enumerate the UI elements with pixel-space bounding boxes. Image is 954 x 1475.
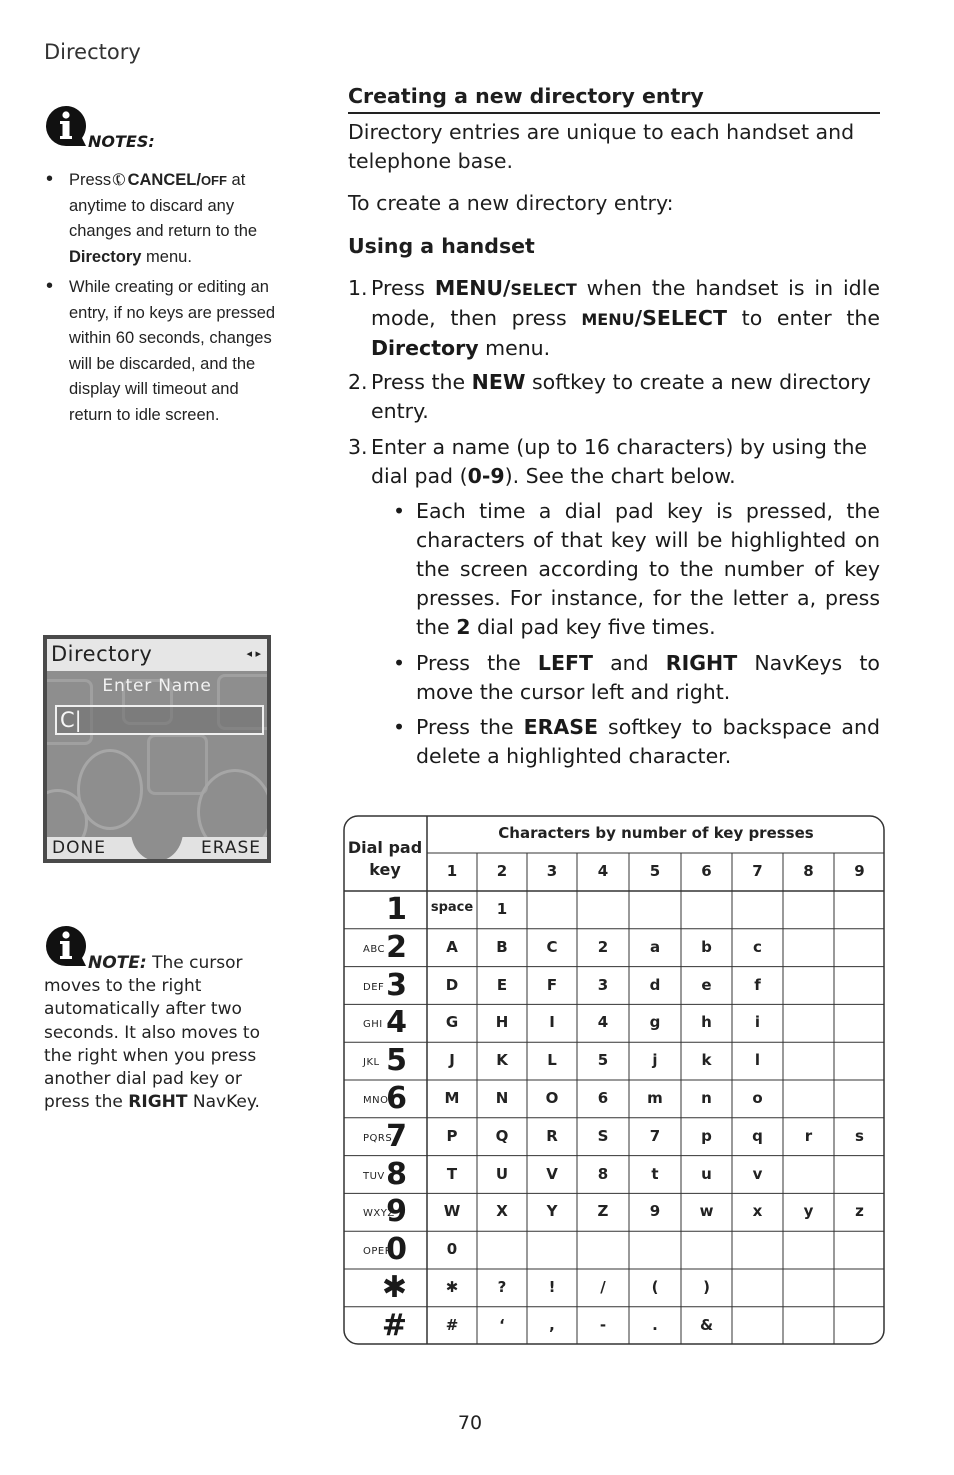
- table-cell: G: [445, 1013, 459, 1032]
- table-cell: V: [546, 1164, 558, 1183]
- dial-key-letters: ABC: [363, 943, 386, 955]
- dial-key: 4: [386, 1005, 407, 1041]
- press-count-header: 9: [854, 862, 865, 880]
- dial-key: 3: [386, 967, 407, 1003]
- step-2: [348, 368, 880, 426]
- corner-label: Dial pad key: [347, 838, 423, 879]
- table-cell: A: [446, 937, 458, 956]
- table-cell: J: [449, 1051, 455, 1070]
- table-cell: v: [752, 1164, 763, 1183]
- table-cell: 9: [649, 1202, 661, 1221]
- table-cell: f: [754, 975, 761, 994]
- table-grid: [343, 815, 885, 1345]
- table-cell: ): [703, 1278, 710, 1296]
- dial-key: 6: [386, 1081, 407, 1116]
- screen-prompt: Enter Name: [102, 676, 212, 696]
- table-cell: h: [701, 1013, 712, 1032]
- select-key-label: SELECT: [510, 280, 577, 299]
- character-table: [343, 815, 885, 1345]
- table-cell: y: [803, 1202, 814, 1221]
- step-text: when the handset is in idle mode, then press: [371, 276, 880, 330]
- table-cell: T: [446, 1164, 458, 1183]
- left-key-label: LEFT: [537, 651, 593, 675]
- dial-key: 5: [386, 1043, 407, 1079]
- table-cell: ‘: [499, 1315, 505, 1334]
- table-cell: ?: [497, 1278, 507, 1296]
- handset-screen: [43, 635, 271, 863]
- table-cell: u: [701, 1164, 712, 1183]
- table-cell: L: [547, 1051, 557, 1070]
- table-cell: n: [701, 1089, 712, 1107]
- menu-name: Directory: [69, 247, 142, 266]
- table-cell: X: [496, 1202, 508, 1221]
- cursor-note: [44, 952, 276, 1114]
- note-text: at anytime to discard any changes and return to the: [69, 171, 258, 240]
- dial-key: 0: [386, 1232, 407, 1268]
- table-cell: 5: [597, 1051, 609, 1070]
- bullet-text: softkey to backspace and delete a highlighted character.: [416, 715, 880, 768]
- name-input[interactable]: C|: [55, 705, 264, 735]
- step-text: Press: [371, 276, 425, 300]
- table-cell: H: [495, 1013, 509, 1032]
- bullet-keypress: [393, 497, 880, 642]
- step-number: 1.: [348, 276, 368, 300]
- press-count-header: 2: [496, 862, 508, 880]
- screen-bg-shape: [147, 734, 208, 795]
- table-cell: d: [649, 975, 661, 994]
- table-cell: k: [701, 1051, 712, 1070]
- bullet-text: Each time a dial pad key is pressed, the characters of that key will be highlighted on the screen according to the number of key presses. For instance, for the letter a, press the: [416, 499, 880, 639]
- table-cell: .: [652, 1315, 658, 1334]
- table-cell: i: [754, 1013, 761, 1032]
- intro-text: Directory entries are unique to each handset and telephone base.: [348, 120, 855, 173]
- table-cell: j: [652, 1051, 658, 1070]
- press-count-header: 7: [752, 862, 763, 880]
- notes-title: NOTES:: [88, 132, 155, 151]
- table-cell: 0: [446, 1240, 458, 1259]
- press-count-header: 1: [446, 862, 458, 880]
- table-cell: R: [546, 1126, 558, 1145]
- table-cell: space: [430, 900, 474, 915]
- table-cell: W: [443, 1202, 461, 1221]
- table-cell: 1: [496, 900, 508, 918]
- table-cell: p: [701, 1126, 712, 1145]
- table-cell: F: [546, 975, 558, 994]
- bullet-icon: •: [393, 499, 406, 523]
- section-label: Directory: [44, 40, 141, 64]
- dial-key: #: [381, 1307, 407, 1343]
- digits-label: 0-9: [467, 464, 505, 488]
- right-key-label: RIGHT: [128, 1092, 188, 1113]
- table-cell: c: [753, 937, 762, 956]
- table-cell: #: [445, 1315, 459, 1334]
- group-header: Characters by number of key presses: [498, 824, 814, 842]
- heading-rule: [348, 112, 880, 114]
- table-cell: w: [699, 1202, 714, 1221]
- handset-icon: ✆: [109, 169, 130, 192]
- press-count-header: 5: [649, 862, 661, 880]
- bullet-erase: [393, 713, 880, 771]
- lead-text: To create a new directory entry:: [348, 191, 674, 215]
- table-cell: C: [546, 937, 558, 956]
- table-cell: I: [549, 1013, 555, 1032]
- step-text: to enter the: [741, 306, 880, 330]
- table-cell: z: [855, 1202, 864, 1221]
- info-icon: [44, 104, 88, 148]
- page-number: 70: [457, 1412, 483, 1434]
- table-cell: b: [701, 937, 712, 956]
- table-cell: t: [651, 1164, 659, 1183]
- table-cell: B: [496, 937, 508, 956]
- dial-key-letters: TUV: [363, 1170, 385, 1182]
- right-key-label: RIGHT: [665, 651, 738, 675]
- table-cell: (: [651, 1278, 659, 1296]
- bullet-text: Press the: [416, 651, 521, 675]
- cancel-key-label: CANCEL/: [127, 171, 201, 189]
- table-cell: D: [445, 975, 459, 994]
- step-number: 2.: [348, 370, 368, 394]
- table-cell: 4: [597, 1013, 609, 1032]
- dial-key: 7: [386, 1118, 407, 1154]
- table-cell: P: [446, 1126, 458, 1145]
- table-cell: K: [496, 1051, 508, 1070]
- table-cell: /: [600, 1278, 606, 1296]
- note-text: menu.: [146, 247, 192, 266]
- dial-key-letters: OPER: [363, 1246, 393, 1258]
- press-count-header: 4: [597, 862, 609, 880]
- table-cell: q: [752, 1126, 763, 1145]
- table-cell: 2: [597, 937, 609, 956]
- subheading: Using a handset: [348, 234, 535, 258]
- key-label: 2: [456, 615, 471, 639]
- menu-key-label: MENU: [581, 310, 635, 329]
- table-cell: N: [495, 1089, 509, 1107]
- screen-display: [47, 639, 267, 859]
- table-cell: m: [647, 1089, 663, 1107]
- press-count-header: 8: [803, 862, 814, 880]
- dial-key-letters: DEF: [363, 981, 385, 993]
- note-label: NOTE:: [88, 953, 147, 973]
- step-1: [348, 274, 880, 363]
- press-count-header: 3: [546, 862, 558, 880]
- erase-softkey[interactable]: ERASE: [200, 838, 261, 858]
- menu-key-label: MENU/: [434, 276, 511, 300]
- note-item-cancel: [44, 168, 284, 270]
- table-cell: s: [855, 1126, 864, 1145]
- bullet-text: Press the: [416, 715, 514, 739]
- done-softkey[interactable]: DONE: [52, 838, 106, 858]
- section-heading: Creating a new directory entry: [348, 84, 704, 108]
- dial-key-letters: GHI: [363, 1019, 383, 1031]
- bullet-icon: •: [393, 715, 406, 739]
- dial-key: 2: [386, 929, 407, 965]
- bullet-text: dial pad key five times.: [476, 615, 716, 639]
- dial-key: 1: [386, 892, 407, 927]
- off-key-label: OFF: [200, 173, 227, 188]
- step-number: 3.: [348, 435, 368, 459]
- dial-key-letters: WXYZ: [363, 1208, 395, 1220]
- dial-key-letters: JKL: [363, 1057, 380, 1069]
- table-cell: 3: [597, 975, 609, 994]
- table-cell: ✱: [445, 1278, 459, 1296]
- step-text: softkey to create a new directory entry.: [371, 370, 871, 423]
- step-3: [348, 433, 880, 491]
- notes-header: [44, 104, 88, 152]
- erase-key-label: ERASE: [523, 715, 599, 739]
- dial-key: 9: [386, 1194, 407, 1230]
- bullet-text: and: [610, 651, 649, 675]
- step-text: menu.: [485, 336, 551, 360]
- dial-key: ✱: [381, 1270, 407, 1305]
- step-text: Enter a name (up to 16 characters) by using the dial pad (: [371, 435, 868, 488]
- dial-key: 8: [386, 1156, 407, 1192]
- table-cell: Y: [546, 1202, 558, 1221]
- table-cell: &: [699, 1315, 714, 1334]
- note-text: NavKey.: [192, 1092, 260, 1113]
- press-count-header: 6: [701, 862, 712, 880]
- table-cell: 7: [649, 1126, 661, 1145]
- bullet-navkeys: [393, 649, 880, 707]
- table-cell: g: [649, 1013, 661, 1032]
- table-cell: Q: [495, 1126, 509, 1145]
- dial-key-letters: PQRS: [363, 1132, 393, 1144]
- table-cell: -: [599, 1315, 607, 1334]
- table-cell: S: [597, 1126, 609, 1145]
- bullet-icon: •: [393, 651, 406, 675]
- table-cell: x: [752, 1202, 763, 1221]
- notes-list: [44, 168, 284, 433]
- table-cell: M: [444, 1089, 460, 1107]
- nav-arrows-icon: ◂ ▸: [246, 647, 261, 660]
- table-cell: O: [545, 1089, 559, 1107]
- screen-title: Directory: [51, 642, 153, 666]
- table-cell: a: [649, 937, 661, 956]
- table-cell: Z: [597, 1202, 609, 1221]
- step-text: ). See the chart below.: [504, 464, 736, 488]
- step-text: Press the: [371, 370, 466, 394]
- table-cell: 8: [597, 1164, 609, 1183]
- bullet-text: NavKeys to move the cursor left and right.: [416, 651, 880, 704]
- table-cell: E: [496, 975, 508, 994]
- menu-name: Directory: [371, 336, 479, 360]
- table-cell: l: [754, 1051, 761, 1070]
- table-cell: 6: [597, 1089, 609, 1107]
- note-text: The cursor moves to the right automatically after two seconds. It also moves to the right when you press another dial pad key or press the: [44, 953, 260, 1113]
- table-cell: e: [701, 975, 712, 994]
- table-cell: U: [495, 1164, 509, 1183]
- dial-key-letters: MNO: [363, 1095, 389, 1106]
- note-text: Press: [69, 171, 112, 189]
- select-key-label: /SELECT: [634, 306, 727, 330]
- table-cell: o: [752, 1089, 763, 1107]
- note-item-timeout: • While creating or editing an entry, if no keys are pressed within 60 seconds, changes will be discarded, and the display will timeout and return to idle screen.: [44, 275, 284, 428]
- new-key-label: NEW: [471, 370, 526, 394]
- table-cell: ,: [549, 1315, 555, 1334]
- table-cell: r: [804, 1126, 813, 1145]
- table-cell: !: [548, 1278, 556, 1296]
